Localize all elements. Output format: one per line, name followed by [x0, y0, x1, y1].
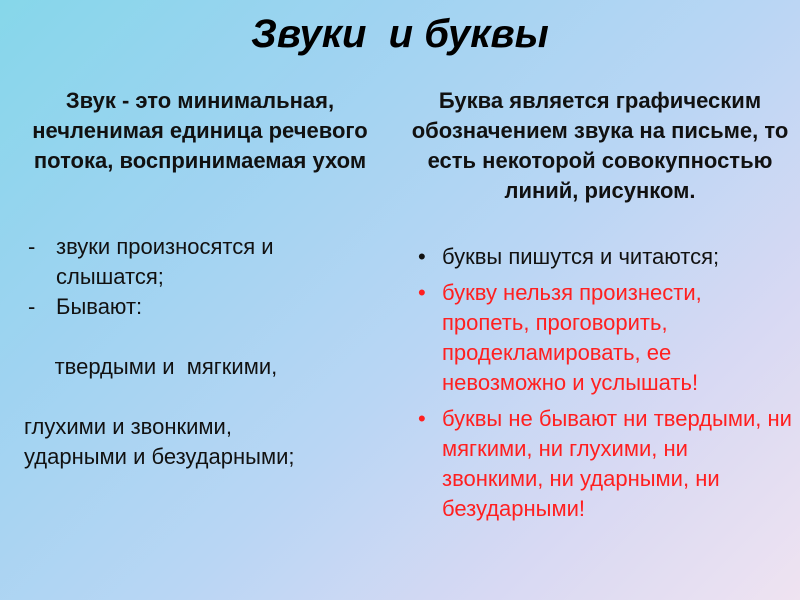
list-item [24, 412, 384, 442]
bullet-marker: • [418, 280, 426, 305]
dash-marker: - [28, 234, 36, 259]
list-item-text: ударными и безударными; [24, 444, 295, 469]
sound-definition: Звук - это минимальная, нечленимая единица речевого потока, воспринимаемая ухом [32, 88, 368, 173]
list-item-text: звуки произносятся и слышатся; [56, 234, 274, 289]
list-item-text: глухими и звонкими, [24, 414, 232, 439]
sound-properties-list [24, 232, 384, 472]
letter-definition: Буква является графическим обозначением звука на письме, то есть некоторой совокупностью линий, рисунком. [411, 88, 789, 203]
list-item [412, 404, 792, 524]
list-item [24, 442, 384, 472]
list-item [24, 232, 384, 292]
list-item-text: Бывают: [56, 294, 143, 319]
list-item-text: буквы не бывают ни твердыми, ни мягкими, ни глухими, ни звонкими, ни ударными, ни безударными! [442, 406, 792, 521]
bullet-marker: • [418, 244, 426, 269]
letter-properties-list [412, 242, 792, 530]
slide-title: Звуки и буквы [251, 12, 549, 56]
bullet-marker: • [418, 406, 426, 431]
dash-marker: - [28, 294, 36, 319]
list-item-text: твердыми и мягкими, [48, 354, 278, 379]
list-item [412, 278, 792, 398]
list-item-text: буквы пишутся и читаются; [442, 244, 720, 269]
list-item-text: букву нельзя произнести, пропеть, проговорить, продекламировать, ее невозможно и услышать! [442, 280, 702, 395]
list-item [24, 292, 384, 322]
list-item [24, 322, 384, 412]
list-item [412, 242, 792, 272]
